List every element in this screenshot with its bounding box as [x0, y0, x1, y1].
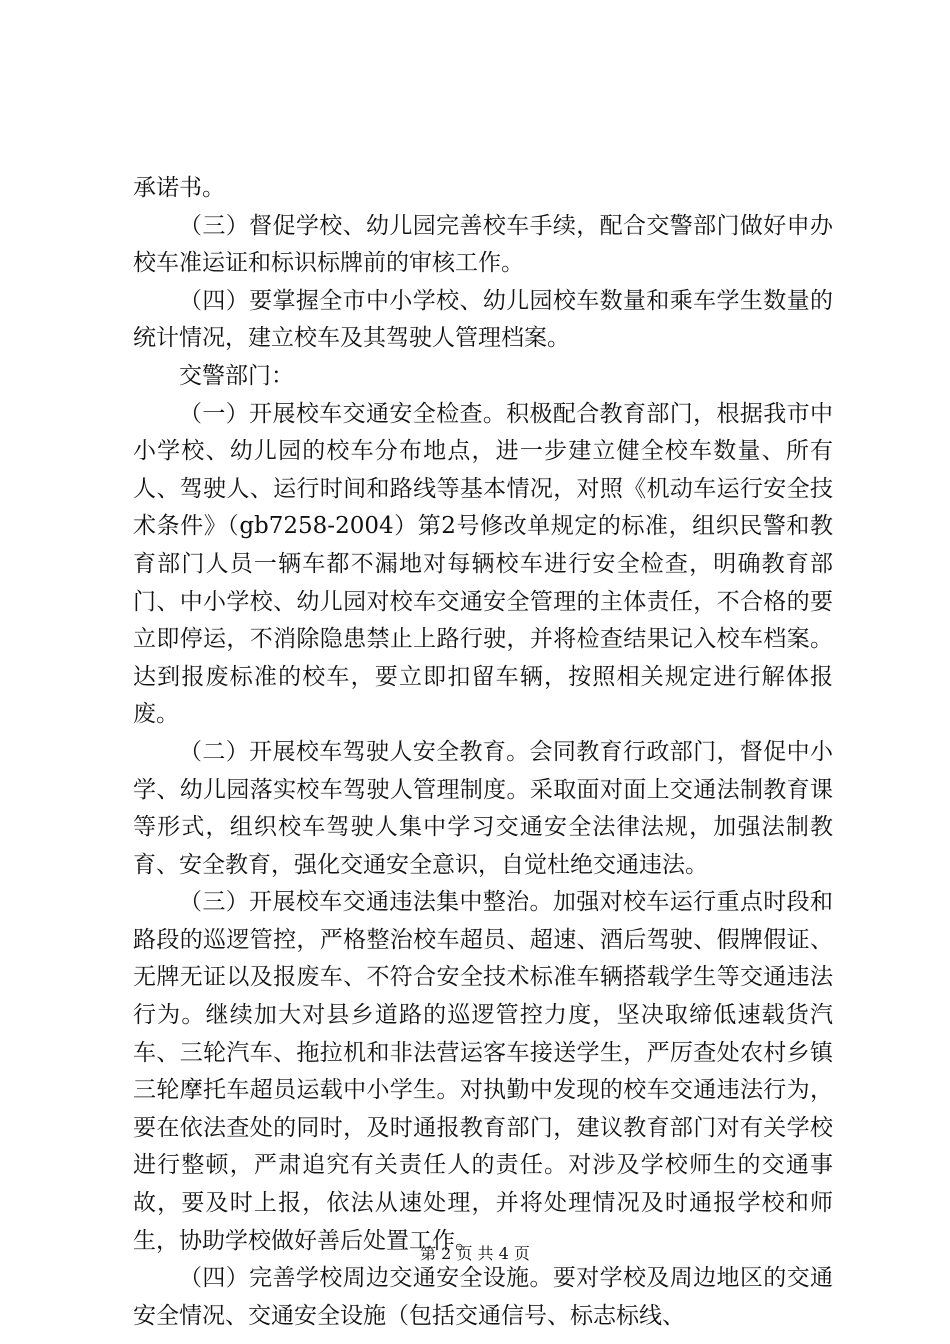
paragraph-item-4-statistics: （四）要掌握全市中小学校、幼儿园校车数量和乘车学生数量的统计情况，建立校车及其驾驶人管理档案。 [133, 287, 833, 352]
page-number-footer: 第 2 页 共 4 页 [420, 1244, 530, 1263]
paragraph-police-item-4-facilities: （四）完善学校周边交通安全设施。要对学校及周边地区的交通安全情况、交通安全设施（包括交通信号、标志标线、 [133, 1265, 833, 1329]
section-heading-traffic-police: 交警部门： [179, 362, 294, 389]
paragraph-police-item-3-enforcement: （三）开展校车交通违法集中整治。加强对校车运行重点时段和路段的巡逻管控，严格整治校车超员、超速、酒后驾驶、假牌假证、无牌无证以及报废车、不符合安全技术标准车辆搭载学生等交通违法行为。继续加大对县乡道路的巡逻管控力度，坚决取缔低速载货汽车、三轮汽车、拖拉机和非法营运客车接送学生，严厉查处农村乡镇三轮摩托车超员运载中小学生。对执勤中发现的校车交通违法行为，要在依法查处的同时，及时通报教育部门，建议教育部门对有关学校进行整顿，严肃追究有关责任人的责任。对涉及学校师生的交通事故，要及时上报，依法从速处理，并将处理情况及时通报学校和师生，协助学校做好善后处置工作。 [133, 889, 833, 1254]
paragraph-police-item-1-inspection: （一）开展校车交通安全检查。积极配合教育部门，根据我市中小学校、幼儿园的校车分布地点，进一步建立健全校车数量、所有人、驾驶人、运行时间和路线等基本情况，对照《机动车运行安全技术条件》（gb7258-2004）第2号修改单规定的标准，组织民警和教育部门人员一辆车都不漏地对每辆校车进行安全检查，明确教育部门、中小学校、幼儿园对校车交通安全管理的主体责任，不合格的要立即停运，不消除隐患禁止上路行驶，并将检查结果记入校车档案。达到报废标准的校车，要立即扣留车辆，按照相关规定进行解体报废。 [133, 400, 833, 728]
document-body [133, 170, 833, 1335]
paragraph-continuation: 承诺书。 [133, 175, 225, 201]
paragraph-police-item-2-driver-education: （二）开展校车驾驶人安全教育。会同教育行政部门，督促中小学、幼儿园落实校车驾驶人管理制度。采取面对面上交通法制教育课等形式，组织校车驾驶人集中学习交通安全法律法规，加强法制教育、安全教育，强化交通安全意识，自觉杜绝交通违法。 [133, 738, 833, 878]
paragraph-item-3-school-bus-procedures: （三）督促学校、幼儿园完善校车手续，配合交警部门做好申办校车准运证和标识标牌前的审核工作。 [133, 212, 833, 277]
